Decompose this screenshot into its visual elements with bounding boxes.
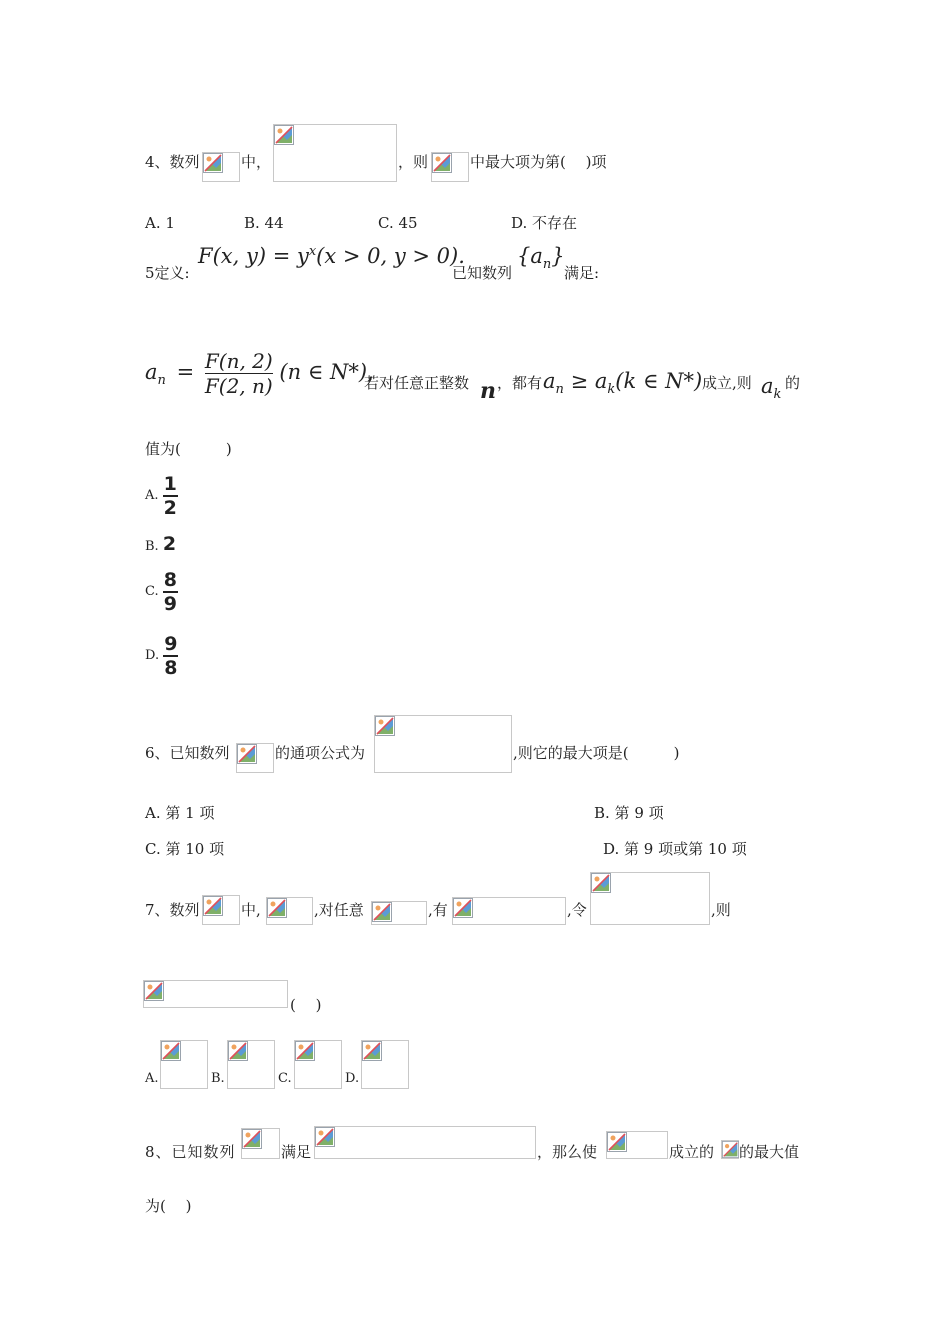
- q5-option-a-fraction: $\frac{1}{2}$: [163, 472, 177, 519]
- q5-text4: 的: [785, 374, 801, 392]
- broken-image-icon: [203, 153, 223, 173]
- q5-seq-symbol: $\{a_n\}$: [517, 244, 565, 273]
- q5-option-d: D. $\frac{9}{8}$: [145, 632, 178, 679]
- q8-t2: ，那么使: [537, 1143, 598, 1161]
- q5-n-var: n: [480, 378, 496, 404]
- q5-text3: 成立,则: [702, 374, 752, 392]
- q7-option-d-label: D.: [345, 1071, 360, 1086]
- q5-ak: $a_k$: [761, 374, 782, 403]
- broken-image-icon: [242, 1129, 262, 1149]
- q6-mid: 的通项公式为: [275, 744, 366, 762]
- broken-image-icon: [453, 898, 473, 918]
- q4-mid2: ，则: [398, 153, 429, 171]
- q7-prefix: 7、数列: [145, 901, 200, 919]
- q4-option-b: B. 44: [244, 214, 284, 232]
- q7-line2-tail: ( ): [290, 996, 322, 1014]
- q4-option-c: C. 45: [378, 214, 418, 232]
- q8-line2: 为( ): [145, 1197, 192, 1215]
- broken-image-icon: [295, 1041, 315, 1061]
- broken-image-icon: [722, 1141, 739, 1158]
- q6-option-c: C. 第 10 项: [145, 840, 225, 858]
- broken-image-icon: [144, 981, 164, 1001]
- q5-text2: ，都有: [497, 374, 543, 392]
- broken-image-icon: [362, 1041, 382, 1061]
- q4-prefix: 4、数列: [145, 153, 200, 171]
- q4-seq-image: [202, 152, 240, 182]
- broken-image-icon: [228, 1041, 248, 1061]
- q6-formula-image: [374, 715, 512, 773]
- broken-image-icon: [591, 873, 611, 893]
- q4-option-d: D. 不存在: [511, 214, 578, 232]
- q5-option-c: C. $\frac{8}{9}$: [145, 568, 177, 615]
- q4-mid1: 中，: [241, 153, 272, 171]
- q7-option-c-label: C.: [278, 1071, 292, 1086]
- q5-option-d-fraction: $\frac{9}{8}$: [164, 632, 178, 679]
- q8-seq-image: [241, 1128, 280, 1159]
- q8-condition-image: [314, 1126, 536, 1159]
- broken-image-icon: [375, 716, 395, 736]
- q6-suffix: ,则它的最大项是( ): [513, 744, 680, 762]
- q5-option-b: B. 2: [145, 533, 177, 555]
- q7-let-image: [590, 872, 710, 925]
- q8-t3: 成立的: [669, 1143, 715, 1161]
- q7-relation-image: [452, 897, 566, 925]
- q7-option-d-image: [361, 1040, 409, 1089]
- q7-option-b-label: B.: [211, 1071, 225, 1086]
- q8-t4: 的最大值: [739, 1143, 800, 1161]
- broken-image-icon: [607, 1132, 627, 1152]
- q7-expression-image: [143, 980, 288, 1008]
- q6-seq-image: [236, 743, 274, 773]
- broken-image-icon: [237, 744, 257, 764]
- broken-image-icon: [267, 898, 287, 918]
- q6-option-d: D. 第 9 项或第 10 项: [603, 840, 747, 858]
- broken-image-icon: [315, 1127, 335, 1147]
- q5-definition-formula: F(x, $y) = y^x(x > 0$, y > 0).: [198, 244, 465, 268]
- q7-t5: ,则: [711, 901, 731, 919]
- q5-prefix: 5定义:: [145, 264, 190, 282]
- q8-prefix: 8、已知数列: [145, 1143, 236, 1161]
- q5-line3: 值为( ): [145, 440, 232, 458]
- q4-formula-image: [273, 124, 397, 182]
- q7-t1: 中,: [241, 901, 261, 919]
- q6-option-b: B. 第 9 项: [594, 804, 664, 822]
- q5-inequality: $a_n \ge a_k(k$ ∈ N*): [543, 369, 703, 398]
- q8-n-image: [721, 1140, 739, 1159]
- broken-image-icon: [372, 902, 392, 922]
- q7-t2: ,对任意: [314, 901, 364, 919]
- q4-suffix: 中最大项为第( )项: [470, 153, 607, 171]
- q7-seq-image: [202, 895, 240, 925]
- q6-prefix: 6、已知数列: [145, 744, 230, 762]
- broken-image-icon: [161, 1041, 181, 1061]
- q8-t1: 满足: [281, 1143, 312, 1161]
- q7-option-b-image: [227, 1040, 275, 1089]
- q5-text1: 若对任意正整数: [364, 374, 470, 392]
- q4-option-a: A. 1: [145, 214, 175, 232]
- broken-image-icon: [274, 125, 294, 145]
- q5-an-formula: $a_n$ = $\frac{F(n, 2)}{F(2, n)}$ (n ∈ N*),: [145, 349, 374, 398]
- q7-option-c-image: [294, 1040, 342, 1089]
- q8-inequality-image: [606, 1131, 668, 1159]
- q7-any-image: [371, 901, 427, 925]
- q4-seq-image-2: [431, 152, 469, 182]
- q5-option-a: A. $\frac{1}{2}$: [145, 472, 177, 519]
- q6-option-a: A. 第 1 项: [145, 804, 215, 822]
- q5-known: 已知数列: [452, 264, 513, 282]
- q5-option-c-fraction: $\frac{8}{9}$: [163, 568, 177, 615]
- q7-a1-image: [266, 897, 313, 925]
- q5-satisfy: 满足:: [564, 264, 600, 282]
- broken-image-icon: [203, 896, 223, 916]
- broken-image-icon: [432, 153, 452, 173]
- q7-t3: ,有: [428, 901, 448, 919]
- q7-t4: ,令: [567, 901, 587, 919]
- q7-option-a-image: [160, 1040, 208, 1089]
- q7-option-a-label: A.: [145, 1071, 159, 1086]
